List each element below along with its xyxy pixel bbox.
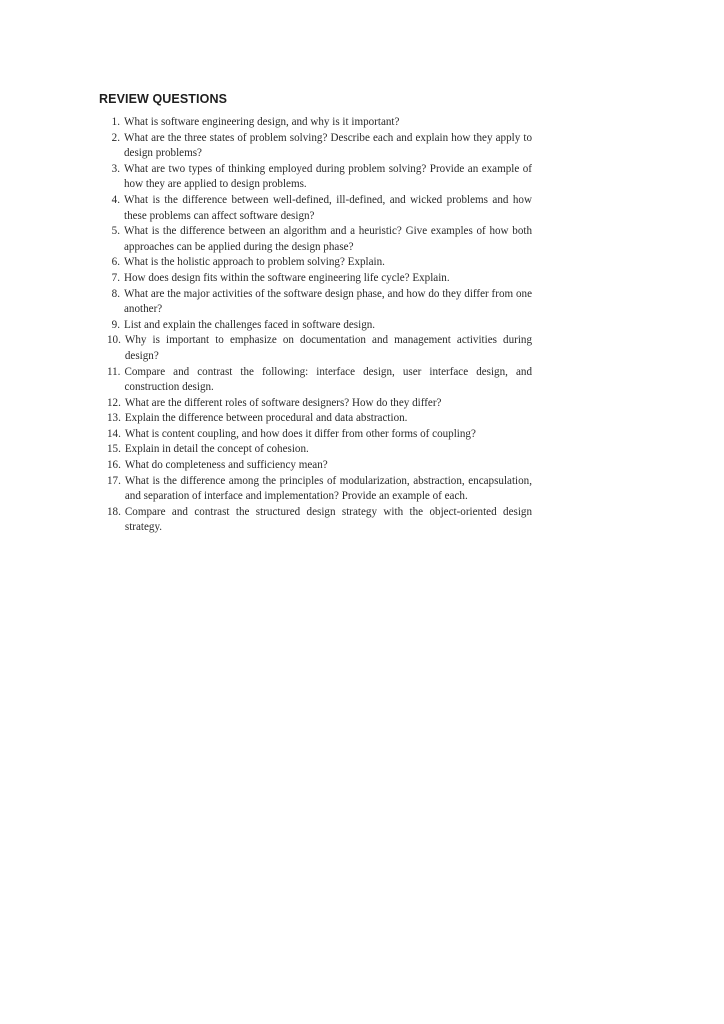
- question-text: How does design fits within the software engineering life cycle? Explain.: [124, 271, 450, 284]
- question-number: 15.: [107, 443, 121, 456]
- question-text: What is software engineering design, and why is it important?: [124, 116, 400, 128]
- question-text: What are the different roles of software designers? How do they differ?: [124, 396, 442, 409]
- question-item: [107, 442, 532, 458]
- question-number: 17.: [107, 474, 121, 487]
- question-item: [107, 474, 532, 505]
- question-item: [107, 271, 532, 287]
- question-number: 3.: [111, 162, 120, 175]
- question-text: What do completeness and sufficiency mean?: [124, 459, 328, 472]
- question-item: [107, 396, 532, 412]
- question-item: [107, 427, 532, 443]
- question-item: [107, 411, 532, 427]
- question-item: [107, 287, 532, 318]
- question-number: 2.: [111, 131, 120, 144]
- question-number: 1.: [111, 116, 120, 128]
- question-number: 18.: [107, 505, 121, 518]
- question-text: Compare and contrast the structured design strategy with the object-oriented design strategy.: [124, 505, 532, 534]
- question-item: [107, 458, 532, 474]
- question-text: What is the holistic approach to problem solving? Explain.: [124, 256, 385, 269]
- question-number: 7.: [111, 271, 120, 284]
- question-number: 12.: [107, 396, 121, 409]
- question-text: What are the three states of problem solving? Describe each and explain how they apply to design problems?: [124, 131, 532, 160]
- question-text: What is the difference between an algorithm and a heuristic? Give examples of how both approaches can be applied during the design phase?: [124, 225, 532, 253]
- question-number: 13.: [107, 412, 121, 425]
- question-text: What are two types of thinking employed during problem solving? Provide an example of how they are applied to design problems.: [124, 162, 532, 191]
- review-questions-list: [107, 115, 532, 536]
- question-text: Compare and contrast the following: interface design, user interface design, and construction design.: [124, 365, 532, 394]
- question-number: 14.: [107, 427, 121, 440]
- question-item: [107, 224, 532, 255]
- question-item: [107, 318, 532, 334]
- question-text: What are the major activities of the software design phase, and how do they differ from one another?: [124, 287, 532, 316]
- question-number: 8.: [111, 287, 120, 300]
- question-item: [107, 162, 532, 193]
- question-number: 6.: [111, 256, 120, 269]
- section-heading: REVIEW QUESTIONS: [99, 92, 228, 106]
- question-item: [107, 333, 532, 364]
- question-text: What is the difference between well-defined, ill-defined, and wicked problems and how these problems can affect software design?: [124, 193, 532, 222]
- question-text: Explain the difference between procedural and data abstraction.: [124, 412, 408, 425]
- question-item: [107, 365, 532, 396]
- question-item: [107, 131, 532, 162]
- question-number: 10.: [107, 334, 121, 347]
- question-number: 9.: [111, 318, 120, 331]
- question-text: List and explain the challenges faced in software design.: [124, 318, 376, 331]
- question-number: 11.: [107, 365, 121, 378]
- question-text: What is content coupling, and how does it differ from other forms of coupling?: [124, 427, 476, 440]
- question-number: 5.: [111, 225, 120, 238]
- question-text: What is the difference among the principles of modularization, abstraction, encapsulation, and separation of interface and implementation? Provide an example of each.: [124, 474, 532, 503]
- question-item: [107, 505, 532, 536]
- question-item: [107, 255, 532, 271]
- question-item: [107, 193, 532, 224]
- question-item: [107, 115, 532, 131]
- question-number: 4.: [111, 193, 120, 206]
- question-text: Explain in detail the concept of cohesion.: [124, 443, 309, 456]
- question-text: Why is important to emphasize on documentation and management activities during design?: [124, 334, 532, 362]
- question-number: 16.: [107, 459, 121, 472]
